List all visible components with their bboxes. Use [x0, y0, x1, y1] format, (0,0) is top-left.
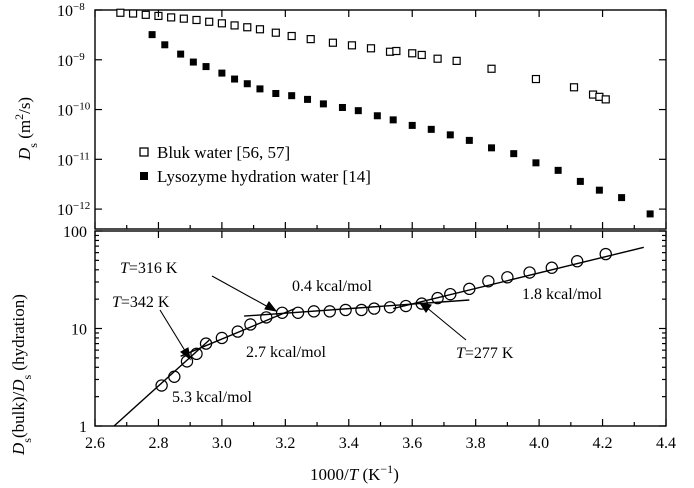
bulk-water-point	[168, 14, 175, 21]
bulk-water-point	[142, 11, 149, 18]
arrow-t316	[212, 276, 270, 308]
lysozyme-point	[288, 92, 295, 99]
lysozyme-point	[203, 63, 210, 70]
bottom-data-points	[156, 248, 611, 391]
lysozyme-point	[190, 59, 197, 66]
annotation-t277: T=277 K	[456, 345, 514, 362]
x-tick-label: 3.0	[211, 435, 232, 452]
bulk-water-point	[117, 9, 124, 16]
lysozyme-point	[466, 137, 473, 144]
bulk-water-point	[130, 10, 137, 17]
bulk-water-point	[206, 18, 213, 25]
lysozyme-point	[510, 150, 517, 157]
lysozyme-point	[647, 210, 654, 217]
lysozyme-point	[596, 187, 603, 194]
arrowhead-t316	[265, 302, 276, 311]
arrow-t342	[160, 310, 187, 354]
legend-marker-bulk-water	[140, 148, 148, 156]
bulk-water-point	[453, 57, 460, 64]
legend-label-lysozyme: Lysozyme hydration water [14]	[157, 167, 371, 186]
bulk-water-point	[409, 50, 416, 57]
top-y-tick-label: $10^{-8}$	[57, 1, 85, 20]
x-tick-label: 4.0	[529, 435, 550, 452]
lysozyme-point	[256, 85, 263, 92]
legend-label-bulk-water: Bluk water [56, 57]	[157, 143, 291, 162]
lysozyme-point	[409, 122, 416, 129]
ratio-point	[384, 302, 395, 313]
bottom-panel-ratio-plot	[9, 10, 676, 484]
bulk-water-point	[348, 42, 355, 49]
ratio-point	[572, 256, 583, 267]
lysozyme-point	[577, 178, 584, 185]
ratio-point	[340, 304, 351, 315]
lysozyme-point	[339, 104, 346, 111]
bulk-water-point	[193, 16, 200, 23]
bulk-water-point	[602, 96, 609, 103]
lysozyme-point	[447, 131, 454, 138]
ratio-point	[245, 319, 256, 330]
lysozyme-point	[272, 90, 279, 97]
bottom-y-tick-label: 10	[71, 321, 87, 339]
fit-label-0-4: 0.4 kcal/mol	[292, 278, 372, 295]
lysozyme-point	[320, 100, 327, 107]
x-tick-label: 2.6	[85, 435, 105, 452]
bulk-water-point	[218, 20, 225, 27]
bulk-water-point	[571, 84, 578, 91]
x-tick-label: 3.8	[465, 435, 486, 452]
lysozyme-point	[244, 80, 251, 87]
lysozyme-point	[304, 96, 311, 103]
lysozyme-point	[374, 112, 381, 119]
bulk-water-point	[180, 15, 187, 22]
lysozyme-point	[231, 76, 238, 83]
lysozyme-point	[177, 51, 184, 58]
fit-line	[393, 247, 644, 308]
lysozyme-point	[161, 41, 168, 48]
top-panel-diffusion-plot	[12, 1, 666, 229]
bulk-water-point	[367, 45, 374, 52]
x-tick-label: 3.4	[338, 435, 359, 452]
legend-marker-lysozyme	[140, 172, 148, 180]
top-data-points	[117, 9, 654, 217]
lysozyme-point	[355, 107, 362, 114]
bottom-y-tick-label: 100	[63, 224, 87, 241]
lysozyme-point	[618, 194, 625, 201]
bulk-water-point	[393, 48, 400, 55]
ratio-point	[169, 371, 180, 382]
bottom-y-tick-label: 1	[79, 419, 87, 436]
bulk-water-point	[288, 33, 295, 40]
x-axis-label: 1000/T $(K^{-1})$	[310, 462, 399, 484]
bulk-water-point	[329, 39, 336, 46]
lysozyme-point	[488, 144, 495, 151]
bulk-water-point	[244, 24, 251, 31]
ratio-point	[600, 248, 611, 259]
ratio-point	[356, 304, 367, 315]
lysozyme-point	[218, 70, 225, 77]
lysozyme-point	[149, 31, 156, 38]
ratio-point	[524, 267, 535, 278]
top-y-axis-label: $D_s$ $(m^2/s)$	[12, 96, 40, 160]
top-y-tick-label: $10^{-9}$	[57, 50, 85, 70]
fit-line	[114, 340, 209, 426]
lysozyme-point	[532, 159, 539, 166]
ratio-point	[232, 326, 243, 337]
annotation-t316: T=316 K	[120, 260, 178, 277]
top-plot-frame	[95, 10, 666, 229]
fit-label-2-7: 2.7 kcal/mol	[246, 344, 326, 361]
x-tick-label: 3.6	[402, 435, 423, 452]
x-tick-label: 4.2	[592, 435, 613, 452]
ratio-point	[546, 262, 557, 273]
fit-label-1-8: 1.8 kcal/mol	[522, 286, 602, 303]
arrowhead-t277	[420, 303, 431, 312]
lysozyme-point	[390, 116, 397, 123]
bulk-water-point	[418, 51, 425, 58]
ratio-point	[369, 303, 380, 314]
ratio-point	[261, 312, 272, 323]
bulk-water-point	[256, 26, 263, 33]
ratio-point	[156, 380, 167, 391]
bulk-water-point	[272, 29, 279, 36]
x-tick-label: 4.4	[656, 435, 676, 452]
ratio-point	[181, 356, 192, 367]
top-y-tick-label: $10^{-10}$	[57, 100, 91, 120]
ratio-point	[324, 306, 335, 317]
top-y-tick-label: $10^{-12}$	[57, 200, 91, 220]
bulk-water-point	[307, 36, 314, 43]
fit-label-5-3: 5.3 kcal/mol	[172, 389, 252, 406]
annotation-t342: T=342 K	[112, 294, 170, 311]
bulk-water-point	[434, 55, 441, 62]
legend	[140, 143, 371, 186]
arrow-t277	[426, 307, 466, 340]
top-y-tick-label: $10^{-11}$	[57, 150, 90, 170]
lysozyme-point	[428, 126, 435, 133]
lysozyme-point	[555, 167, 562, 174]
bulk-water-point	[488, 65, 495, 72]
bulk-water-point	[532, 76, 539, 83]
bottom-y-axis-label: $D_s(bulk)/D_s$ (hydration)	[9, 294, 34, 455]
x-tick-label: 3.2	[275, 435, 296, 452]
x-tick-label: 2.8	[148, 435, 169, 452]
bulk-water-point	[231, 22, 238, 29]
